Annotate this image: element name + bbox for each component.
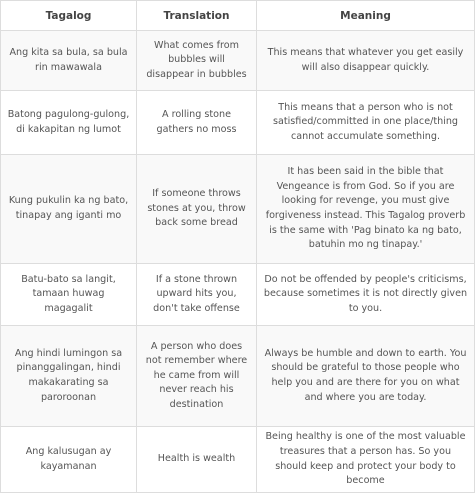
translation-cell: Health is wealth (137, 427, 257, 493)
translation-cell: If a stone thrown upward hits you, don't take offense (137, 264, 257, 326)
table-row (1, 326, 475, 427)
tagalog-cell: Ang kita sa bula, sa bula rin mawawala (1, 31, 137, 91)
translation-cell: If someone throws stones at you, throw back some bread (137, 155, 257, 264)
meaning-cell: Do not be offended by people's criticisms, because sometimes it is not directly given to you. (257, 264, 475, 326)
tagalog-cell: Ang kalusugan ay kayamanan (1, 427, 137, 493)
table-row (1, 31, 475, 91)
meaning-cell: It has been said in the bible that Vengeance is from God. So if you are looking for revenge, you must give forgiveness instead. This Tagalog proverb is the same with 'Pag binato ka ng bato, batuhin mo ng tinapay.' (257, 155, 475, 264)
tagalog-cell: Ang hindi lumingon sa pinanggalingan, hindi makakarating sa paroroonan (1, 326, 137, 427)
table-row (1, 427, 475, 493)
translation-cell: A rolling stone gathers no moss (137, 91, 257, 155)
translation-cell: What comes from bubbles will disappear in bubbles (137, 31, 257, 91)
tagalog-cell: Batong pagulong-gulong, di kakapitan ng lumot (1, 91, 137, 155)
tagalog-cell: Kung pukulin ka ng bato, tinapay ang iganti mo (1, 155, 137, 264)
table-row (1, 264, 475, 326)
meaning-cell: This means that whatever you get easily will also disappear quickly. (257, 31, 475, 91)
header-translation: Translation (137, 1, 257, 31)
header-row (1, 1, 475, 31)
translation-cell: A person who does not remember where he came from will never reach his destination (137, 326, 257, 427)
meaning-cell: This means that a person who is not satisfied/committed in one place/thing cannot accumulate something. (257, 91, 475, 155)
table-row (1, 155, 475, 264)
header-meaning: Meaning (257, 1, 475, 31)
table-header (1, 1, 475, 31)
meaning-cell: Being healthy is one of the most valuable treasures that a person has. So you should keep and protect your body to become (257, 427, 475, 493)
table-body (1, 31, 475, 493)
header-tagalog: Tagalog (1, 1, 137, 31)
table-row (1, 91, 475, 155)
tagalog-cell: Batu-bato sa langit, tamaan huwag magagalit (1, 264, 137, 326)
meaning-cell: Always be humble and down to earth. You should be grateful to those people who help you and are there for you on what and where you are today. (257, 326, 475, 427)
